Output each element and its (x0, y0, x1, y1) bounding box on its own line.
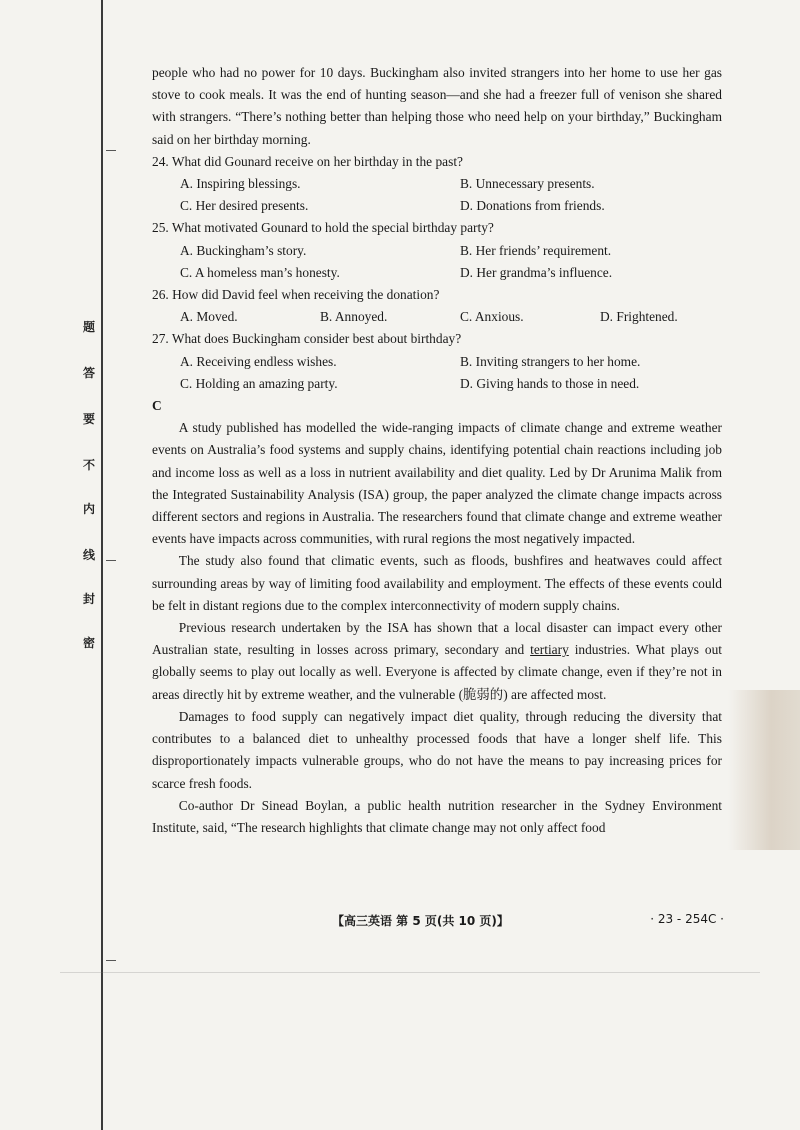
option-a: A. Moved. (180, 309, 238, 325)
page-content (152, 62, 722, 839)
paragraph-3-end: industries. What plays out globally seems to play out locally as well. Everyone is affected by climate change, even if they’re not in areas directly hit by extreme weather, and the vulnerable (脆弱的) are affected most. (152, 642, 722, 702)
question-27 (152, 328, 722, 395)
option-c: C. Her desired presents. (180, 198, 309, 214)
option-d: D. Giving hands to those in need. (460, 375, 640, 391)
page-footer (152, 912, 724, 934)
option-b: B. Inviting strangers to her home. (460, 353, 641, 369)
binding-char: 封 (82, 592, 95, 606)
option-d: D. Frightened. (600, 309, 678, 325)
section-heading: C (152, 398, 162, 414)
binding-char: 答 (82, 366, 95, 380)
option-a: A. Inspiring blessings. (180, 176, 301, 192)
paragraph-1: A study published has modelled the wide-ranging impacts of climate change and extreme weather events on Australia’s food systems and supply chains, identifying potential chain reactions including job and income loss as well as a loss in nutrient availability and diet quality. Led by Dr Arunima Malik from the Integrated Sustainability Analysis (ISA) group, the paper analyzed the climate change impacts across different sectors and regions in Australia. The researchers found that climate change and extreme weather events have impacts across communities, with rural regions the most negatively impacted. (152, 420, 722, 547)
question-stem: 27. What does Buckingham consider best about birthday? (152, 331, 462, 347)
option-d: D. Donations from friends. (460, 198, 605, 214)
question-24 (152, 151, 722, 218)
question-26 (152, 284, 722, 328)
binding-char: 题 (82, 320, 95, 334)
page-shadow (728, 690, 800, 850)
underlined-word: tertiary (530, 642, 569, 658)
question-stem: 26. How did David feel when receiving the donation? (152, 287, 440, 303)
paragraph-2: The study also found that climatic events, such as floods, bushfires and heatwaves could affect surrounding areas by way of limiting food availability and employment. The effects of these events could be felt in distant regions due to the complex interconnectivity of modern supply chains. (152, 553, 722, 613)
option-a: A. Receiving endless wishes. (180, 353, 337, 369)
binding-instruction (78, 0, 100, 1130)
binding-char: 不 (82, 458, 95, 472)
binding-tick (106, 150, 116, 151)
question-stem: 24. What did Gounard receive on her birthday in the past? (152, 153, 463, 169)
binding-char: 内 (82, 502, 95, 516)
option-c: C. Holding an amazing party. (180, 375, 338, 391)
paragraph-5: Co-author Dr Sinead Boylan, a public health nutrition researcher in the Sydney Environment Institute, said, “The research highlights that climate change may not only affect food (152, 797, 722, 835)
binding-tick (106, 960, 116, 961)
binding-char: 密 (82, 636, 95, 650)
binding-tick (106, 560, 116, 561)
paragraph-4: Damages to food supply can negatively impact diet quality, through reducing the diversity that contributes to a balanced diet to unhealthy processed foods that have a longer shelf life. This disproportionately impacts vulnerable groups, who do not have the means to pay increasing prices for scarce fresh foods. (152, 708, 722, 791)
page-label: 【高三英语 第 5 页(共 10 页)】 (332, 914, 509, 928)
paragraph-3-start: Previous research undertaken by the ISA has shown that a local disaster can impact every other Australian state, resulting in losses across primary, secondary and (152, 620, 722, 658)
option-d: D. Her grandma’s influence. (460, 264, 613, 280)
paragraph-3 (152, 617, 722, 706)
scan-edge (60, 972, 760, 973)
option-a: A. Buckingham’s story. (180, 242, 307, 258)
option-b: B. Annoyed. (320, 309, 388, 325)
exam-code: · 23 - 254C · (650, 912, 724, 926)
option-b: B. Unnecessary presents. (460, 176, 595, 192)
option-b: B. Her friends’ requirement. (460, 242, 612, 258)
question-25 (152, 217, 722, 284)
option-c: C. A homeless man’s honesty. (180, 264, 340, 280)
binding-char: 线 (82, 548, 95, 562)
binding-line (101, 0, 103, 1130)
question-stem: 25. What motivated Gounard to hold the special birthday party? (152, 220, 494, 236)
passage-b-end: people who had no power for 10 days. Buckingham also invited strangers into her home to use her gas stove to cook meals. It was the end of hunting season—and she had a freezer full of venison she shared with strangers. “There’s nothing better than helping those who need help on your birthday,” Buckingham said on her birthday morning. (152, 65, 722, 147)
binding-char: 要 (82, 412, 95, 426)
option-c: C. Anxious. (460, 309, 524, 325)
